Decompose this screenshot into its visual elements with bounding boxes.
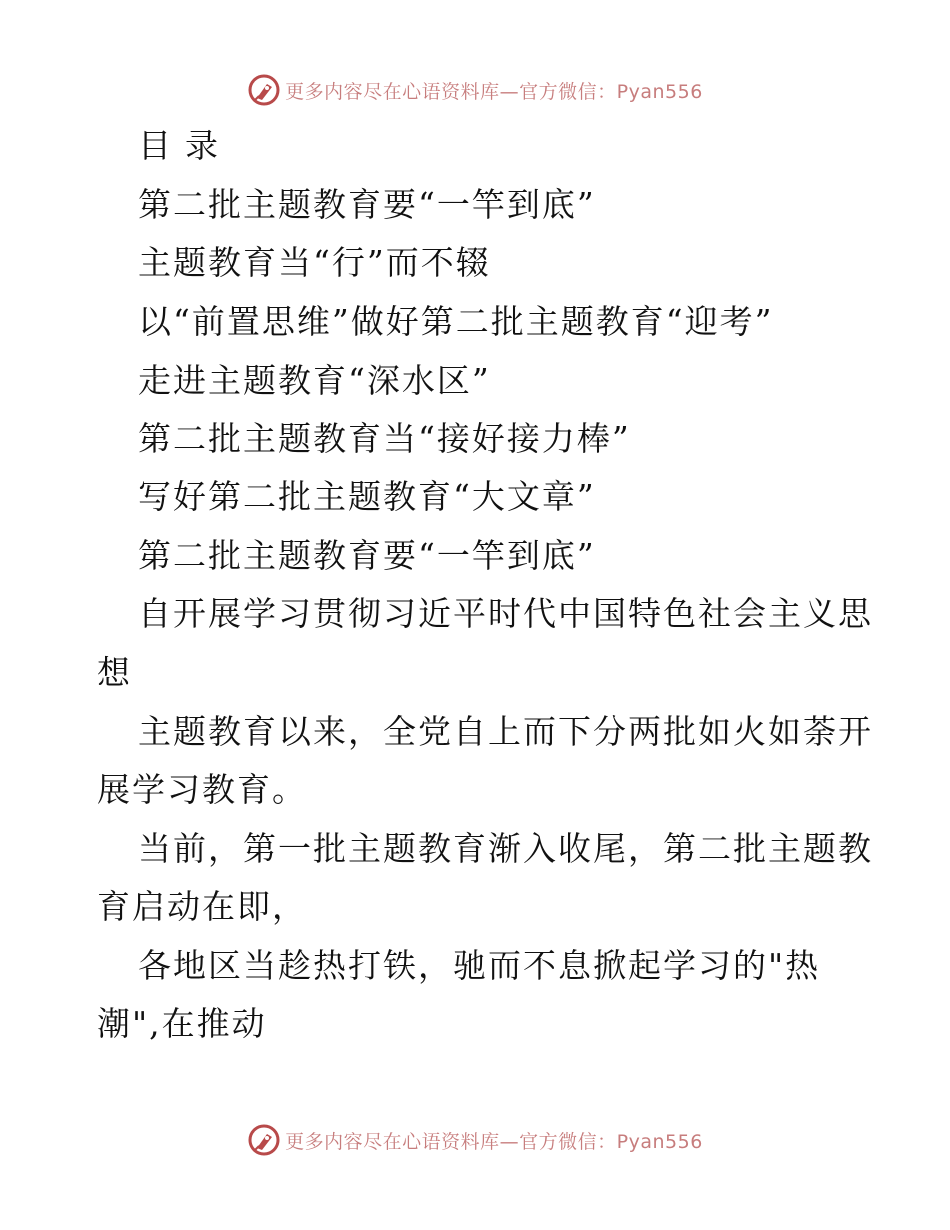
- pen-nib-logo-icon: [247, 1123, 281, 1157]
- paragraph-line: 育启动在即，: [97, 887, 307, 926]
- toc-item: 以“前置思维”做好第二批主题教育“迎考”: [138, 302, 774, 341]
- paragraph-line: 自开展学习贯彻习近平时代中国特色社会主义思: [138, 594, 873, 633]
- footer-banner-text: 更多内容尽在心语资料库—官方微信：Pyan556: [285, 1130, 703, 1153]
- toc-item: 第二批主题教育要“一竿到底”: [138, 185, 596, 224]
- paragraph-line: 展学习教育。: [97, 770, 307, 809]
- paragraph-line: 各地区当趁热打铁，驰而不息掀起学习的"热: [138, 946, 821, 985]
- header-banner-text: 更多内容尽在心语资料库—官方微信：Pyan556: [285, 80, 703, 103]
- section-title: 第二批主题教育要“一竿到底”: [138, 536, 596, 575]
- paragraph-line: 主题教育以来，全党自上而下分两批如火如荼开: [138, 712, 873, 751]
- paragraph-line: 当前，第一批主题教育渐入收尾，第二批主题教: [138, 829, 873, 868]
- toc-item: 第二批主题教育当“接好接力棒”: [138, 419, 631, 458]
- footer-watermark-banner: [0, 1120, 950, 1160]
- toc-item: 写好第二批主题教育“大文章”: [138, 477, 596, 516]
- header-watermark-banner: [0, 70, 950, 110]
- pen-nib-logo-icon: [247, 73, 281, 107]
- toc-item: 主题教育当“行”而不辍: [138, 243, 491, 282]
- paragraph-line: 潮",在推动: [97, 1004, 267, 1043]
- toc-item: 走进主题教育“深水区”: [138, 361, 491, 400]
- toc-heading: 目录: [138, 126, 232, 165]
- paragraph-line: 想: [97, 653, 132, 692]
